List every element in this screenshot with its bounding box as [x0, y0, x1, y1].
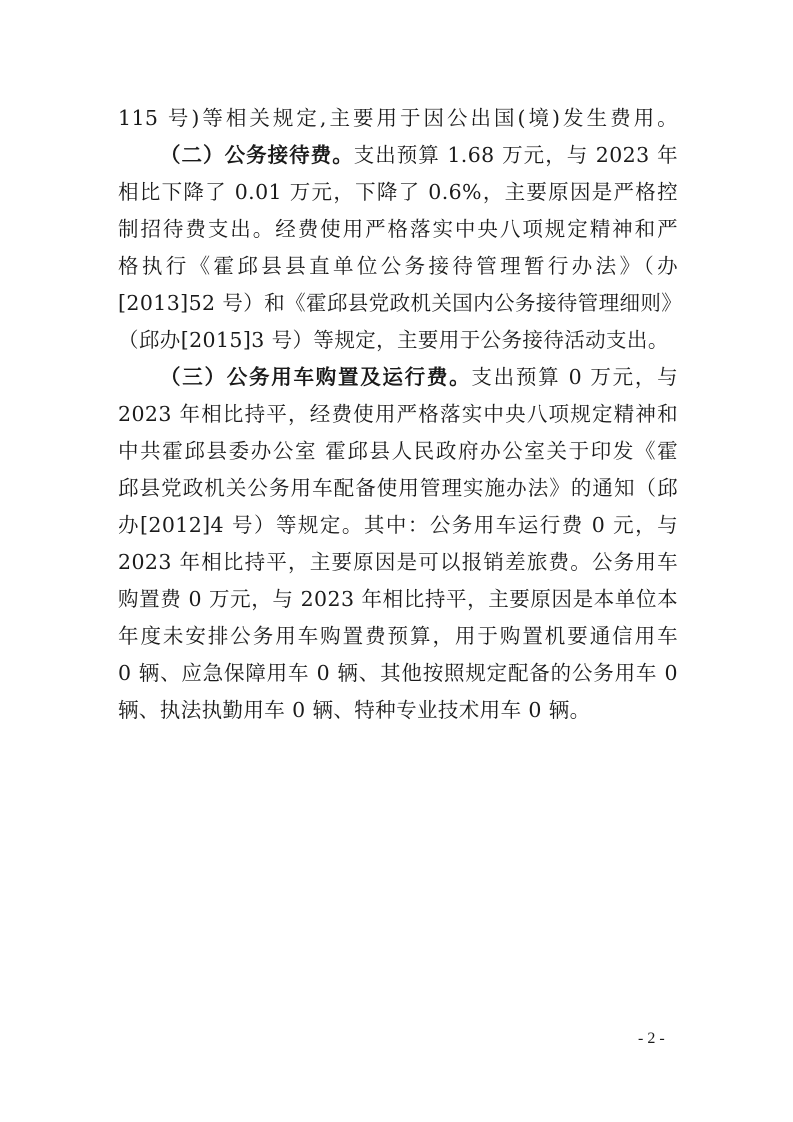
- section-heading: （二）公务接待费。: [160, 143, 354, 167]
- text-line: 辆、执法执勤用车 0 辆、特种专业技术用车 0 辆。: [118, 698, 591, 722]
- text-line: 邱县党政机关公务用车配备使用管理实施办法》的通知（邱: [118, 476, 678, 500]
- text-line: 年度未安排公务用车购置费预算，用于购置机要通信用车: [118, 624, 678, 648]
- text-line: 相比下降了 0.01 万元，下降了 0.6%，主要原因是严格控: [118, 180, 678, 204]
- text-line: 格执行《霍邱县县直单位公务接待管理暂行办法》（办: [118, 254, 678, 278]
- page-number: - 2 -: [638, 1030, 665, 1047]
- text-line: 0 辆、应急保障用车 0 辆、其他按照规定配备的公务用车 0: [118, 661, 678, 685]
- section-heading-line: （二）公务接待费。支出预算 1.68 万元，与 2023 年: [160, 143, 678, 167]
- text-line: （邱办[2015]3 号）等规定，主要用于公务接待活动支出。: [118, 328, 669, 352]
- text-line: 115 号)等相关规定,主要用于因公出国(境)发生费用。: [118, 106, 678, 130]
- text-line: 购置费 0 万元，与 2023 年相比持平，主要原因是本单位本: [118, 587, 678, 611]
- text-line: 2023 年相比持平，主要原因是可以报销差旅费。公务用车: [118, 550, 678, 574]
- section-heading-line: （三）公务用车购置及运行费。支出预算 0 万元，与: [160, 365, 678, 389]
- text-line: 中共霍邱县委办公室 霍邱县人民政府办公室关于印发《霍: [118, 439, 678, 463]
- text-line: 办[2012]4 号）等规定。其中：公务用车运行费 0 元，与: [118, 513, 678, 537]
- body-text: [118, 100, 683, 729]
- text-line: [2013]52 号）和《霍邱县党政机关国内公务接待管理细则》: [118, 291, 683, 315]
- text-line: 2023 年相比持平，经费使用严格落实中央八项规定精神和: [118, 402, 678, 426]
- section-heading: （三）公务用车购置及运行费。: [160, 365, 472, 389]
- text-line: 制招待费支出。经费使用严格落实中央八项规定精神和严: [118, 217, 678, 241]
